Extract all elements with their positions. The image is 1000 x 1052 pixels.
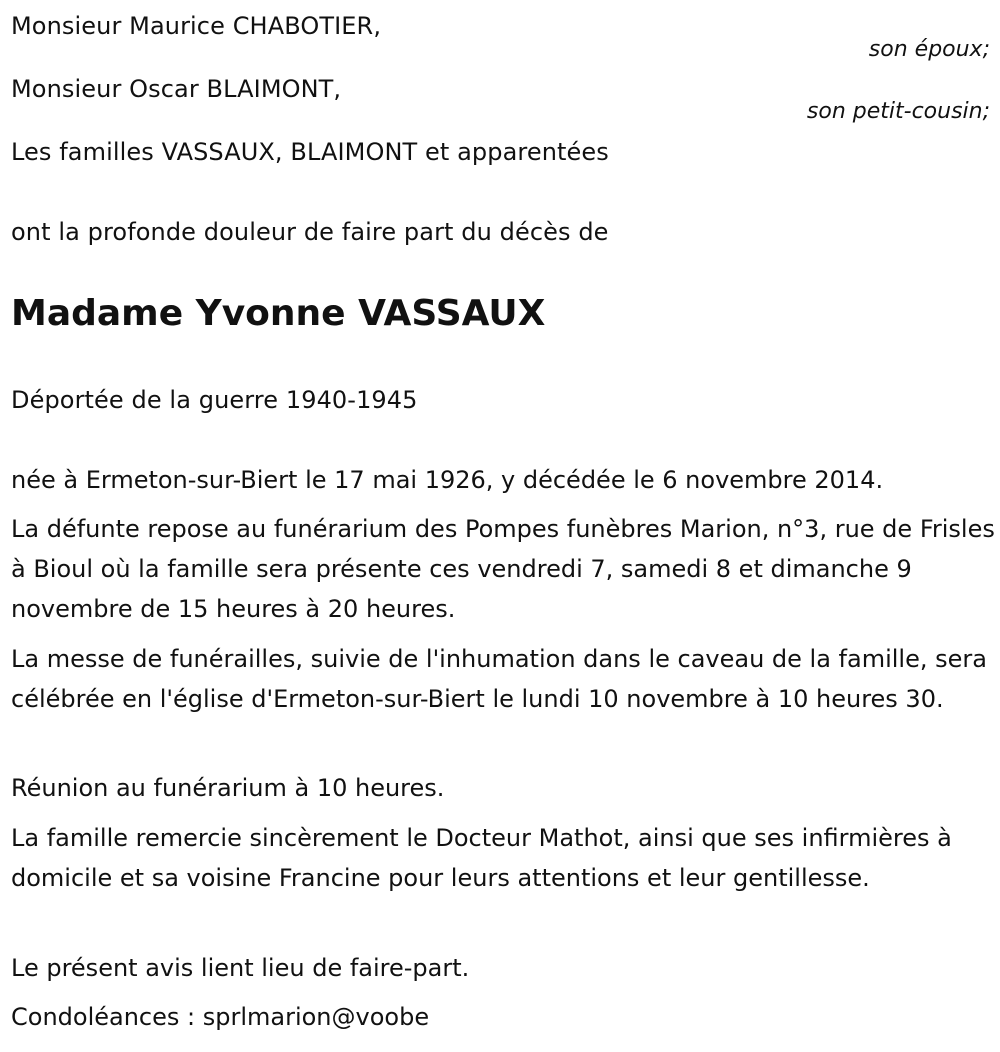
family-member-1-name: Monsieur Maurice CHABOTIER,: [11, 12, 382, 40]
funeral-mass-paragraph: La messe de funérailles, suivie de l'inhumation dans le caveau de la famille, sera célébrée en l'église d'Ermeton-sur-Biert le lundi 10 novembre à 10 heures 30.: [11, 645, 987, 713]
deceased-name: Madame Yvonne VASSAUX: [11, 293, 546, 334]
thanks-paragraph: La famille remercie sincèrement le Docteur Mathot, ainsi que ses infirmières à domicile et sa voisine Francine pour leurs attentions et leur gentillesse.: [11, 824, 952, 892]
family-member-2-relation: son petit-cousin;: [806, 99, 990, 124]
condolences-line: Condoléances : sprlmarion@voobe: [11, 1003, 430, 1031]
announcement-intro: ont la profonde douleur de faire part du décès de: [11, 218, 609, 246]
notice-paragraph: Le présent avis lient lieu de faire-part.: [11, 954, 470, 982]
family-member-2-name: Monsieur Oscar BLAIMONT,: [11, 75, 342, 103]
deceased-title: Déportée de la guerre 1940-1945: [11, 386, 418, 414]
family-member-1-relation: son époux;: [868, 37, 990, 62]
funerarium-paragraph: La défunte repose au funérarium des Pompes funèbres Marion, n°3, rue de Frisles à Bioul où la famille sera présente ces vendredi 7, samedi 8 et dimanche 9 novembre de 15 heures à 20 heures.: [11, 515, 995, 623]
birth-death-paragraph: née à Ermeton-sur-Biert le 17 mai 1926, y décédée le 6 novembre 2014.: [11, 466, 884, 494]
reunion-paragraph: Réunion au funérarium à 10 heures.: [11, 774, 445, 802]
family-group-line: Les familles VASSAUX, BLAIMONT et apparentées: [11, 138, 609, 166]
